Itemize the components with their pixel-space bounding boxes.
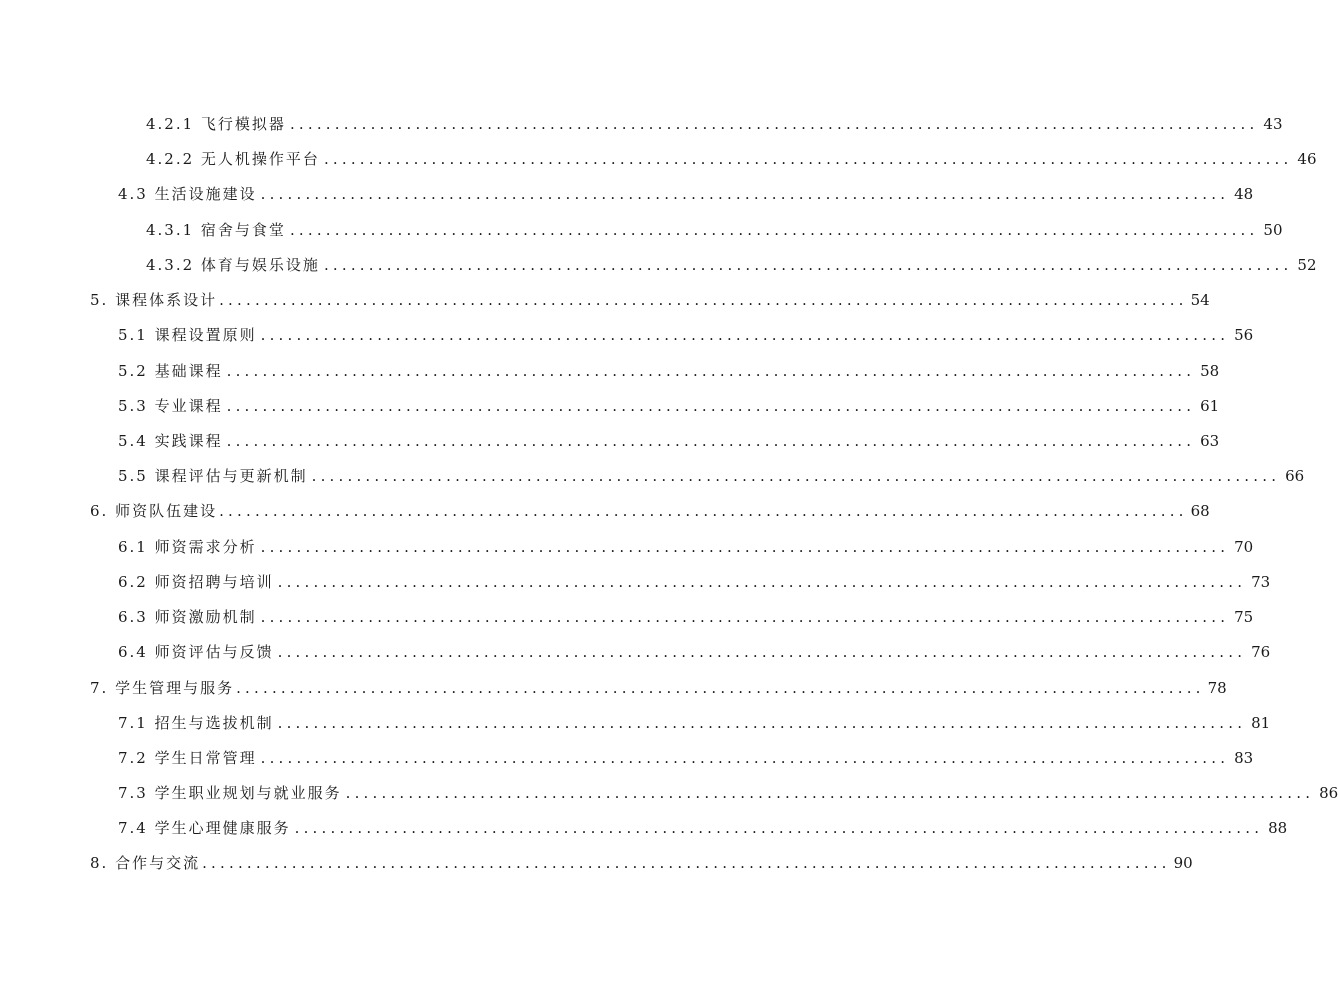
toc-entry-title: 5.2 基础课程	[118, 362, 223, 380]
toc-entry[interactable]	[146, 114, 1283, 134]
toc-entry-page: 81	[1251, 714, 1271, 732]
dot-leader: ............................................................................................................	[260, 749, 1230, 767]
dot-leader: ............................................................................................................	[289, 115, 1259, 133]
dot-leader: ............................................................................................................	[219, 291, 1188, 309]
toc-entry[interactable]	[118, 748, 1254, 768]
toc-entry[interactable]	[118, 783, 1338, 803]
dot-leader: ............................................................................................................	[277, 643, 1247, 661]
toc-entry-page: 58	[1200, 362, 1220, 380]
toc-entry-title: 6.1 师资需求分析	[118, 538, 257, 556]
dot-leader: ............................................................................................................	[260, 538, 1230, 556]
toc-entry[interactable]	[146, 255, 1317, 275]
toc-entry-title: 4.3 生活设施建设	[118, 185, 257, 203]
toc-entry[interactable]	[118, 184, 1254, 204]
toc-entry-title: 7.2 学生日常管理	[118, 749, 257, 767]
dot-leader: ............................................................................................................	[236, 679, 1205, 697]
toc-entry-title: 5.4 实践课程	[118, 432, 223, 450]
toc-entry[interactable]	[118, 642, 1271, 662]
toc-entry-page: 61	[1200, 397, 1220, 415]
toc-entry[interactable]	[118, 325, 1254, 345]
toc-entry-page: 56	[1234, 326, 1254, 344]
toc-entry[interactable]	[90, 501, 1210, 521]
toc-entry-title: 4.3.1 宿舍与食堂	[146, 221, 286, 239]
toc-entry[interactable]	[118, 466, 1305, 486]
dot-leader: ............................................................................................................	[277, 573, 1247, 591]
toc-entry-title: 6.2 师资招聘与培训	[118, 573, 274, 591]
toc-entry-page: 76	[1251, 643, 1271, 661]
dot-leader: ............................................................................................................	[311, 467, 1281, 485]
dot-leader: ............................................................................................................	[345, 784, 1315, 802]
toc-entry-page: 48	[1234, 185, 1254, 203]
toc-entry-title: 4.3.2 体育与娱乐设施	[146, 256, 320, 274]
toc-entry-title: 7.3 学生职业规划与就业服务	[118, 784, 342, 802]
dot-leader: ............................................................................................................	[289, 221, 1259, 239]
toc-entry[interactable]	[118, 572, 1271, 592]
toc-entry-title: 6.4 师资评估与反馈	[118, 643, 274, 661]
dot-leader: ............................................................................................................	[219, 502, 1188, 520]
toc-entry-page: 68	[1190, 502, 1210, 520]
toc-entry-title: 7. 学生管理与服务	[90, 679, 235, 697]
dot-leader: ............................................................................................................	[260, 608, 1230, 626]
toc-entry-page: 88	[1268, 819, 1288, 837]
toc-entry[interactable]	[118, 431, 1220, 451]
toc-entry-page: 75	[1234, 608, 1254, 626]
toc-entry[interactable]	[118, 396, 1220, 416]
dot-leader: ............................................................................................................	[226, 397, 1196, 415]
toc-entry-page: 50	[1263, 221, 1283, 239]
toc-entry-title: 5.5 课程评估与更新机制	[118, 467, 308, 485]
toc-entry[interactable]	[90, 853, 1193, 873]
dot-leader: ............................................................................................................	[294, 819, 1264, 837]
toc-entry-page: 90	[1173, 854, 1193, 872]
dot-leader: ............................................................................................................	[277, 714, 1247, 732]
toc-entry-title: 6.3 师资激励机制	[118, 608, 257, 626]
toc-entry-page: 43	[1263, 115, 1283, 133]
toc-entry[interactable]	[118, 361, 1220, 381]
dot-leader: ............................................................................................................	[226, 362, 1196, 380]
toc-entry-title: 6. 师资队伍建设	[90, 502, 218, 520]
dot-leader: ............................................................................................................	[323, 256, 1293, 274]
toc-entry-page: 70	[1234, 538, 1254, 556]
toc-entry[interactable]	[118, 713, 1271, 733]
dot-leader: ............................................................................................................	[260, 326, 1230, 344]
toc-entry-title: 4.2.1 飞行模拟器	[146, 115, 286, 133]
toc-entry-title: 7.4 学生心理健康服务	[118, 819, 291, 837]
dot-leader: ............................................................................................................	[260, 185, 1230, 203]
dot-leader: ............................................................................................................	[202, 854, 1171, 872]
toc-entry-page: 86	[1319, 784, 1338, 802]
toc-entry-title: 4.2.2 无人机操作平台	[146, 150, 320, 168]
toc-entry-page: 66	[1285, 467, 1305, 485]
toc-entry[interactable]	[118, 607, 1254, 627]
toc-entry[interactable]	[90, 290, 1210, 310]
toc-entry-page: 63	[1200, 432, 1220, 450]
toc-entry-title: 5. 课程体系设计	[90, 291, 218, 309]
toc-entry[interactable]	[90, 678, 1227, 698]
toc-entry[interactable]	[146, 220, 1283, 240]
toc-entry-page: 73	[1251, 573, 1271, 591]
dot-leader: ............................................................................................................	[323, 150, 1293, 168]
dot-leader: ............................................................................................................	[226, 432, 1196, 450]
toc-entry-title: 8. 合作与交流	[90, 854, 201, 872]
toc-entry-page: 83	[1234, 749, 1254, 767]
toc-entry[interactable]	[118, 818, 1288, 838]
toc-entry[interactable]	[118, 537, 1254, 557]
toc-entry[interactable]	[146, 149, 1317, 169]
toc-entry-page: 52	[1297, 256, 1317, 274]
toc-entry-page: 78	[1207, 679, 1227, 697]
toc-entry-title: 5.3 专业课程	[118, 397, 223, 415]
toc-entry-title: 5.1 课程设置原则	[118, 326, 257, 344]
toc-entry-page: 54	[1190, 291, 1210, 309]
toc-entry-page: 46	[1297, 150, 1317, 168]
toc-entry-title: 7.1 招生与选拔机制	[118, 714, 274, 732]
